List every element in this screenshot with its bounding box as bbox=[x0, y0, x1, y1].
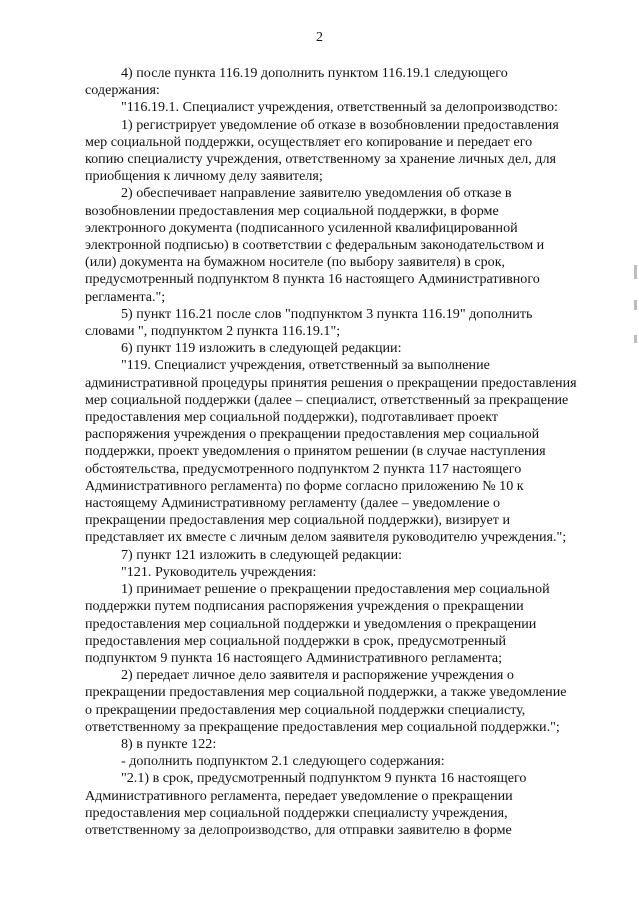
paragraph: "2.1) в срок, предусмотренный подпунктом 9 пункта 16 настоящего Административного регламента, передает уведомление о прекращении предоставления мер социальной поддержки специалисту учреждения, ответственному за делопроизводство, для отправки заявителю в форме bbox=[85, 770, 527, 838]
paragraph: 1) регистрирует уведомление об отказе в возобновлении предоставления мер социальной поддержки, осуществляет его копирование и передает его копию специалисту учреждения, ответственному за хранение личных дел, для приобщения к личному делу заявителя; bbox=[85, 116, 559, 185]
paragraph: "121. Руководитель учреждения: bbox=[121, 563, 317, 580]
paragraph: - дополнить подпунктом 2.1 следующего содержания: bbox=[121, 753, 445, 770]
paragraph: 8) в пункте 122: bbox=[121, 735, 217, 752]
document-body bbox=[85, 65, 599, 839]
paragraph: "116.19.1. Специалист учреждения, ответственный за делопроизводство: bbox=[121, 99, 558, 116]
paragraph: 5) пункт 116.21 после слов "подпунктом 3 пункта 116.19" дополнить словами ", подпунктом 2 пункта 116.19.1"; bbox=[85, 305, 533, 340]
scan-edge-mark bbox=[634, 335, 637, 343]
paragraph: 4) после пункта 116.19 дополнить пунктом 116.19.1 следующего содержания: bbox=[85, 65, 508, 99]
paragraph: 7) пункт 121 изложить в следующей редакции: bbox=[121, 546, 403, 563]
paragraph: 2) передает личное дело заявителя и распоряжение учреждения о прекращении предоставления мер социальной поддержки, а также уведомление о прекращении предоставления мер социальной поддержки специалисту, ответственному за прекращение предоставления мер социальной поддержки."; bbox=[85, 667, 567, 735]
paragraph: 2) обеспечивает направление заявителю уведомления об отказе в возобновлении предоставления мер социальной поддержки, в форме электронного документа (подписанного усиленной квалифицированной электронной подписью) в соответствии с федеральным законодательством и (или) документа на бумажном носителе (по выбору заявителя) в срок, предусмотренный подпунктом 8 пункта 16 настоящего Административного регламента."; bbox=[85, 185, 545, 305]
page-number: 2 bbox=[316, 30, 323, 45]
scan-edge-mark bbox=[634, 300, 637, 310]
paragraph: 1) принимает решение о прекращении предоставления мер социальной поддержки путем подписания распоряжения учреждения о прекращении предоставления мер социальной поддержки и уведомления о прекращении предоставления мер социальной поддержки в срок, предусмотренный подпунктом 9 пункта 16 настоящего Административного регламента; bbox=[85, 581, 550, 666]
paragraph: 6) пункт 119 изложить в следующей редакции: bbox=[121, 340, 402, 357]
paragraph: "119. Специалист учреждения, ответственный за выполнение административной процедуры принятия решения о прекращении предоставления мер социальной поддержки (далее – специалист, ответственный за прекращение предоставления мер социальной поддержки), подготавливает проект распоряжения учреждения о прекращении предоставления мер социальной поддержки, проект уведомления о принятом решении (в случае наступления обстоятельства, предусмотренного подпунктом 2 пункта 117 настоящего Административного регламента) по форме согласно приложению № 10 к настоящему Административному регламенту (далее – уведомление о прекращении предоставления мер социальной поддержки), визирует и представляет их вместе с личным делом заявителя руководителю учреждения."; bbox=[85, 357, 577, 546]
scan-edge-mark bbox=[634, 265, 637, 279]
